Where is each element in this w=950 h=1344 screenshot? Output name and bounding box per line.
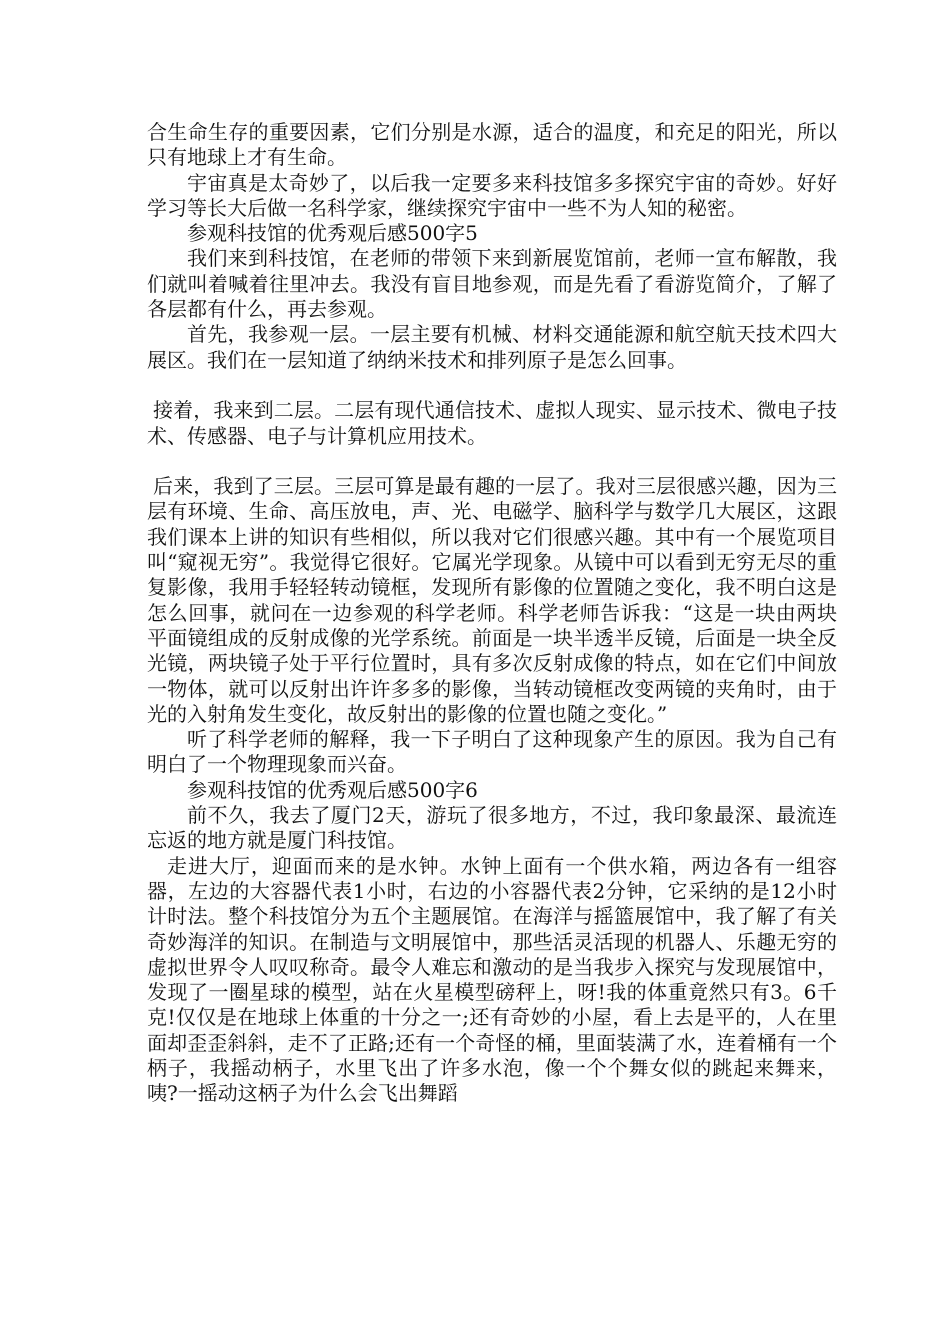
paragraph-third-floor: 后来，我到了三层。三层可算是最有趣的一层了。我对三层很感兴趣，因为三层有环境、生命、高压放电，声、光、电磁学、脑科学与数学几大展区，这跟我们课本上讲的知识有些相似，所以我对它们很感兴趣。其中有一个展览项目叫“窥视无穷”。我觉得它很好。它属光学现象。从镜中可以看到无穷无尽的重复影像，我用手轻轻转动镜框，发现所有影像的位置随之变化，我不明白这是怎么回事，就问在一边参观的科学老师。科学老师告诉我：“这是一块由两块平面镜组成的反射成像的光学系统。前面是一块半透半反镜，后面是一块全反光镜，两块镜子处于平行位置时，具有多次反射成像的特点，如在它们中间放一物体，就可以反射出许许多多的影像，当转动镜框改变两镜的夹角时，由于光的入射角发生变化，故反射出的影像的位置也随之变化。” (147, 474, 837, 726)
paragraph-second-floor: 接着，我来到二层。二层有现代通信技术、虚拟人现实、显示技术、微电子技术、传感器、电子与计算机应用技术。 (147, 398, 837, 448)
paragraph-universe-wonder: 宇宙真是太奇妙了，以后我一定要多来科技馆多多探究宇宙的奇妙。好好学习等长大后做一名科学家，继续探究宇宙中一些不为人知的秘密。 (147, 170, 837, 220)
section-heading-6: 参观科技馆的优秀观后感500字6 (187, 777, 478, 802)
document-body (147, 120, 837, 1107)
paragraph-first-floor: 首先，我参观一层。一层主要有机械、材料交通能源和航空航天技术四大展区。我们在一层知道了纳纳米技术和排列原子是怎么回事。 (147, 322, 837, 372)
paragraph-spacer (147, 449, 837, 474)
paragraph-xiamen-trip: 前不久，我去了厦门2天，游玩了很多地方，不过，我印象最深、最流连忘返的地方就是厦门科技馆。 (147, 803, 837, 853)
paragraph-continuation: 合生命生存的重要因素，它们分别是水源，适合的温度，和充足的阳光，所以只有地球上才有生命。 (147, 120, 837, 170)
paragraph-arrival: 我们来到科技馆，在老师的带领下来到新展览馆前，老师一宣布解散，我们就叫着喊着往里冲去。我没有盲目地参观，而是先看了看游览简介，了解了各层都有什么，再去参观。 (147, 246, 837, 322)
paragraph-water-clock: 走进大厅，迎面而来的是水钟。水钟上面有一个供水箱，两边各有一组容器，左边的大容器代表1小时，右边的小容器代表2分钟，它采纳的是12小时计时法。整个科技馆分为五个主题展馆。在海洋与摇篮展馆中，我了解了有关奇妙海洋的知识。在制造与文明展馆中，那些活灵活现的机器人、乐趣无穷的虚拟世界令人叹叹称奇。最令人难忘和激动的是当我步入探究与发现展馆中，发现了一圈星球的模型，站在火星模型磅秤上，呀!我的体重竟然只有3。6千克!仅仅是在地球上体重的十分之一;还有奇妙的小屋，看上去是平的，人在里面却歪歪斜斜，走不了正路;还有一个奇怪的桶，里面装满了水，连着桶有一个柄子，我摇动柄子，水里飞出了许多水泡，像一个个舞女似的跳起来舞来，咦?一摇动这柄子为什么会飞出舞蹈 (147, 853, 837, 1106)
paragraph-explanation: 听了科学老师的解释，我一下子明白了这种现象产生的原因。我为自己有明白了一个物理现象而兴奋。 (147, 727, 837, 777)
section-heading-5: 参观科技馆的优秀观后感500字5 (187, 221, 478, 246)
paragraph-spacer (147, 373, 837, 398)
